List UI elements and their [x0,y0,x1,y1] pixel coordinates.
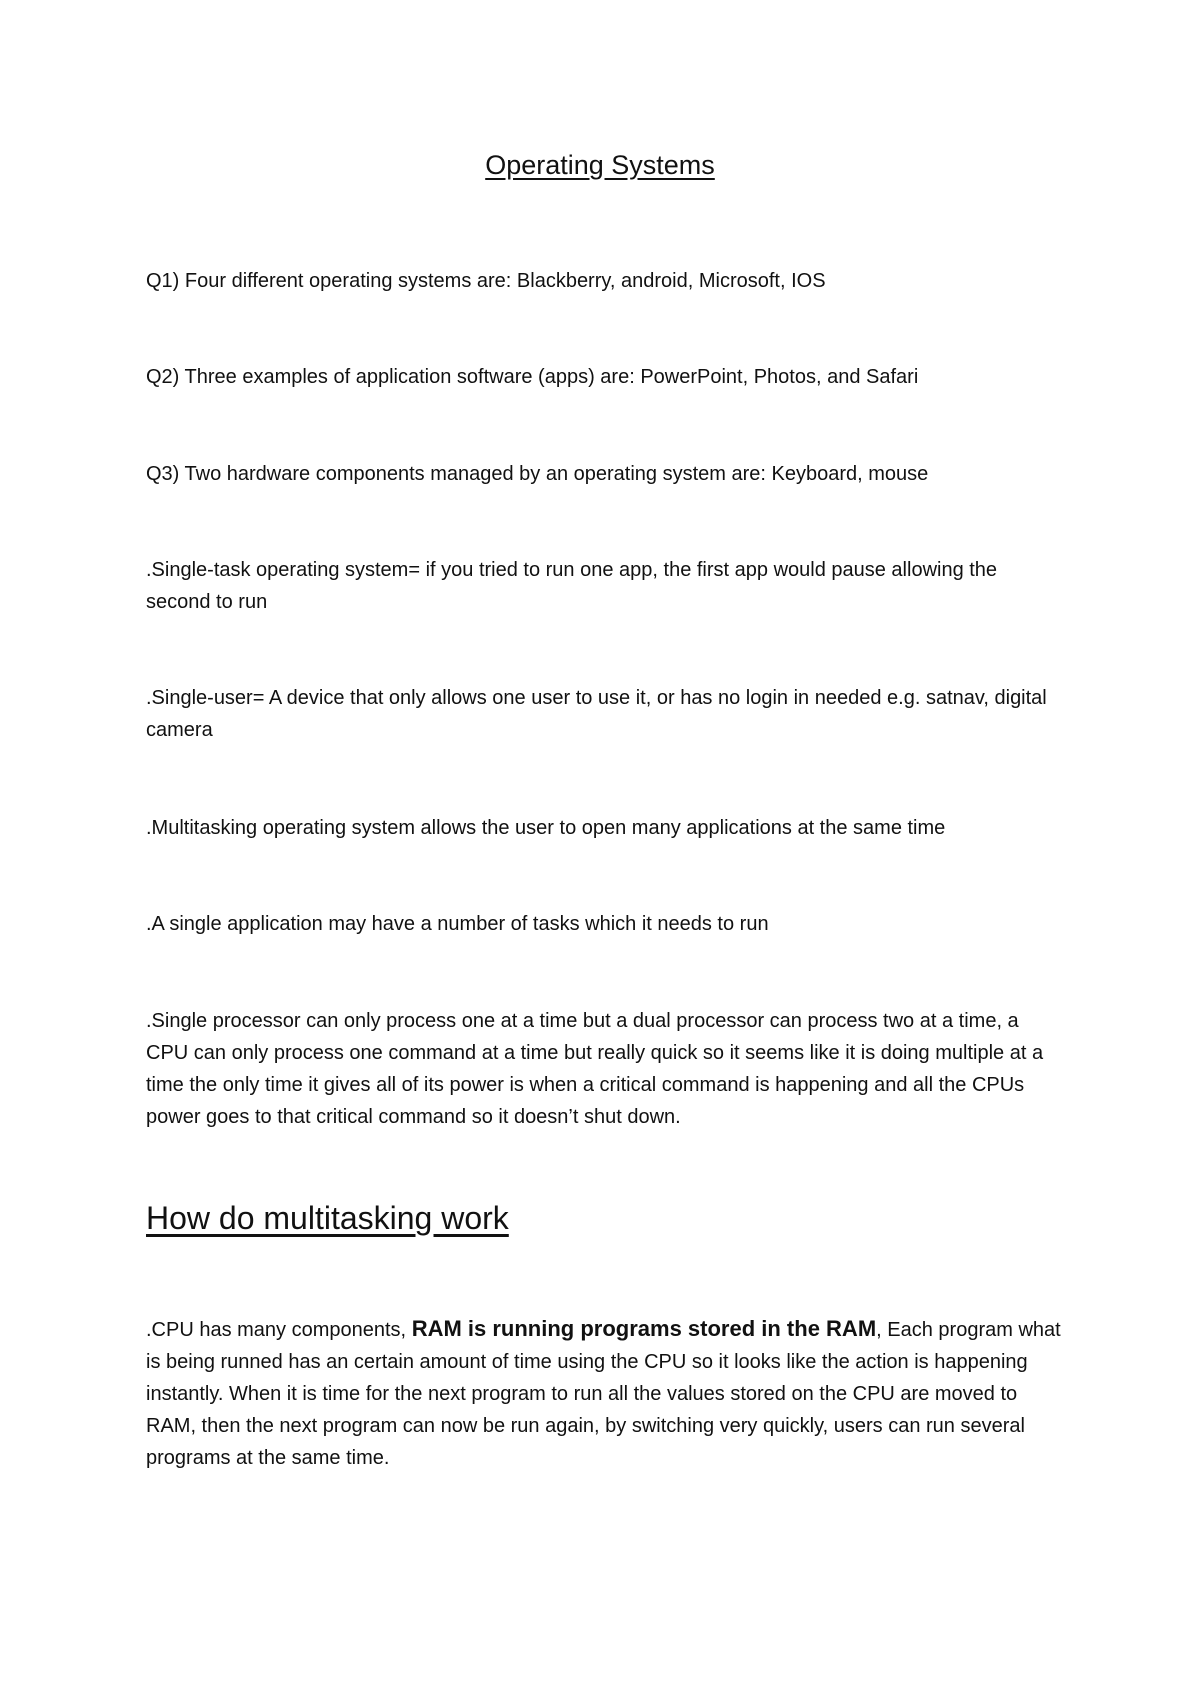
page-title: Operating Systems [485,150,715,180]
cpu-paragraph-bold: RAM is running programs stored in the RAM [411,1316,877,1341]
q1-paragraph: Q1) Four different operating systems are: Blackberry, android, Microsoft, IOS [146,270,826,292]
cpu-paragraph-suffix: , Each program what is being runned has an certain amount of time using the CPU so it looks like the action is happening instantly. When it is time for the next program to run all the values stored on the CPU are moved to RAM, then the next program can now be run again, by switching very quickly, users can run several programs at the same time. [146,1319,1061,1469]
single-user-paragraph: .Single-user= A device that only allows one user to use it, or has no login in needed e.g. satnav, digital camera [146,687,1047,741]
single-task-paragraph: .Single-task operating system= if you tried to run one app, the first app would pause allowing the second to run [146,559,998,613]
single-application-paragraph: .A single application may have a number of tasks which it needs to run [146,913,769,935]
multitasking-paragraph: .Multitasking operating system allows the user to open many applications at the same time [146,817,946,839]
q2-paragraph: Q2) Three examples of application software (apps) are: PowerPoint, Photos, and Safari [146,366,919,388]
multitasking-heading: How do multitasking work [146,1200,509,1236]
cpu-paragraph-prefix: .CPU has many components, [146,1319,412,1341]
q3-paragraph: Q3) Two hardware components managed by an operating system are: Keyboard, mouse [146,463,929,485]
single-processor-paragraph: .Single processor can only process one at a time but a dual processor can process two at a time, a CPU can only process one command at a time but really quick so it seems like it is doing multiple at a time the only time it gives all of its power is when a critical command is happening and all the CPUs power goes to that critical command so it doesn’t shut down. [146,1010,1044,1128]
cpu-paragraph [146,1313,1066,1474]
